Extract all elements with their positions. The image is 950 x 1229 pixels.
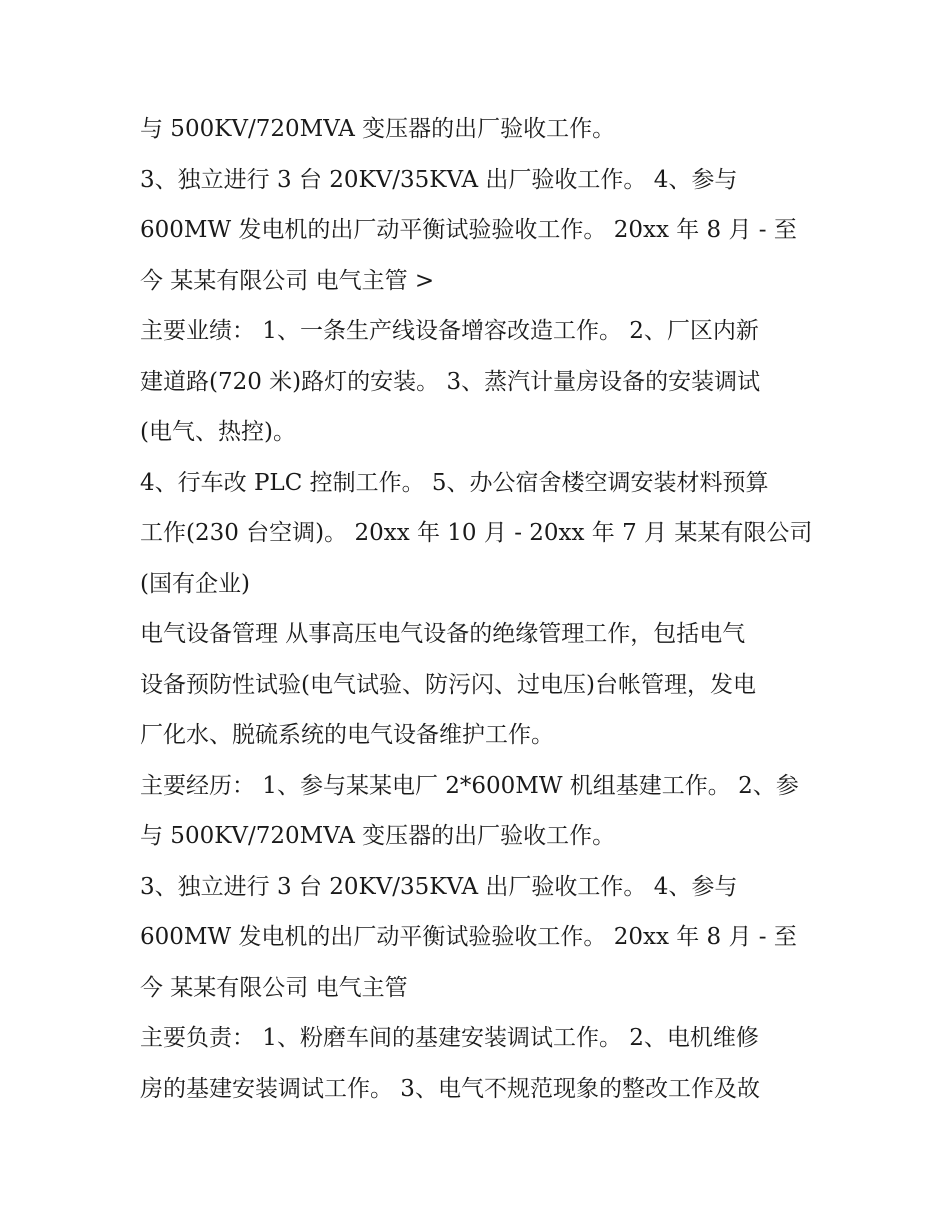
text-line: 设备预防性试验(电气试验、防污闪、过电压)台帐管理，发电 — [140, 671, 756, 698]
text-line: 房的基建安装调试工作。 3、电气不规范现象的整改工作及故 — [140, 1075, 760, 1102]
text-line: 主要业绩： 1、一条生产线设备增容改造工作。 2、厂区内新 — [140, 318, 759, 344]
text-line: 3、独立进行 3 台 20KV/35KVA 出厂验收工作。 4、参与 — [140, 166, 738, 193]
text-line: 与 500KV/720MVA 变压器的出厂验收工作。 — [140, 116, 616, 142]
text-line: 今 某某有限公司 电气主管 — [140, 974, 408, 1001]
text-line: 与 500KV/720MVA 变压器的出厂验收工作。 — [140, 823, 616, 849]
text-line: 工作(230 台空调)。 20xx 年 10 月 - 20xx 年 7 月 某某有限公司 — [140, 520, 813, 546]
text-line: 4、行车改 PLC 控制工作。 5、办公宿舍楼空调安装材料预算 — [140, 469, 769, 496]
text-line: 600MW 发电机的出厂动平衡试验验收工作。 20xx 年 8 月 - 至 — [140, 217, 797, 243]
text-line: 电气设备管理 从事高压电气设备的绝缘管理工作，包括电气 — [140, 621, 746, 647]
document-body — [140, 104, 820, 1114]
text-line: 建道路(720 米)路灯的安装。 3、蒸汽计量房设备的安装调试 — [140, 368, 761, 395]
text-line: 3、独立进行 3 台 20KV/35KVA 出厂验收工作。 4、参与 — [140, 873, 738, 900]
text-line: 主要经历： 1、参与某某电厂 2*600MW 机组基建工作。 2、参 — [140, 772, 799, 799]
text-line: (国有企业) — [140, 570, 250, 597]
text-line: 今 某某有限公司 电气主管 > — [140, 267, 435, 294]
text-line: 厂化水、脱硫系统的电气设备维护工作。 — [140, 722, 554, 748]
text-line: 600MW 发电机的出厂动平衡试验验收工作。 20xx 年 8 月 - 至 — [140, 924, 797, 950]
text-line: (电气、热控)。 — [140, 419, 296, 445]
text-line: 主要负责： 1、粉磨车间的基建安装调试工作。 2、电机维修 — [140, 1025, 759, 1051]
